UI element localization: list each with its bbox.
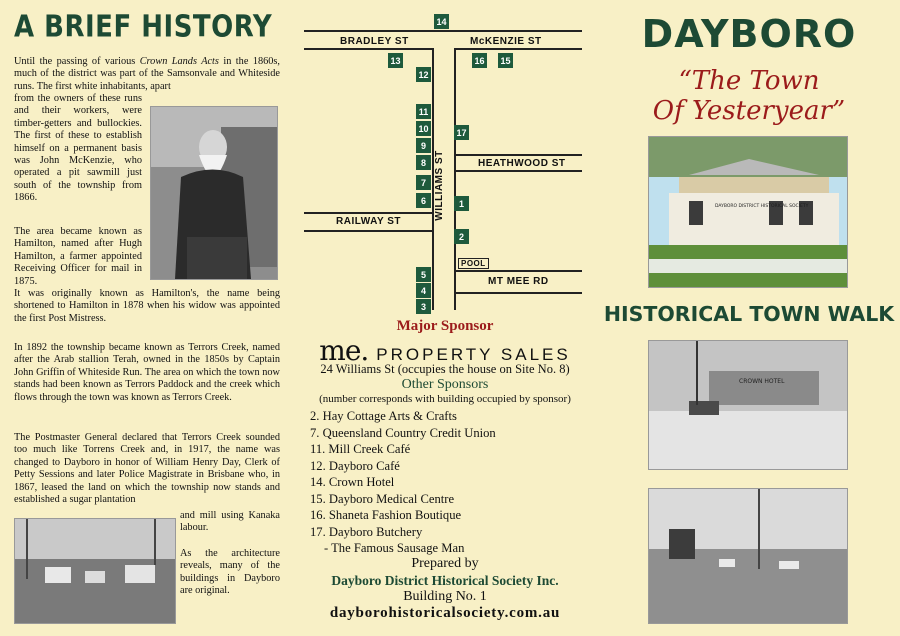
historical-town-walk: HISTORICAL TOWN WALK xyxy=(603,302,895,326)
sponsor-item: 12. Dayboro Café xyxy=(310,458,400,473)
museum-sign-text: DAYBORO DISTRICT HISTORICAL SOCIETY xyxy=(715,204,809,209)
museum-building-photo xyxy=(648,136,848,288)
site-marker-13[interactable]: 13 xyxy=(388,53,403,68)
property-sales-logo: PROPERTY SALES xyxy=(376,345,571,364)
street-mtmee: MT MEE RD xyxy=(488,276,549,287)
pool-label: POOL xyxy=(458,258,489,269)
history-paragraph-5: As the architecture reveals, many of the buildings in Dayboro are original. xyxy=(180,548,280,597)
cover-panel xyxy=(598,0,900,636)
street-heathwood: HEATHWOOD ST xyxy=(478,158,566,169)
town-map xyxy=(292,0,598,316)
major-sponsor-heading: Major Sponsor xyxy=(396,318,494,334)
site-marker-12[interactable]: 12 xyxy=(416,67,431,82)
site-marker-1[interactable]: 1 xyxy=(454,196,469,211)
history-paragraph-4: The Postmaster General declared that Terrors Creek sounded too much like Torrens Creek and, in 1917, the name was changed to Dayboro in honor of William Henry Day, Clerk of Petty Sessions and later Police Magistrate in Brisbane who, in 1867, leased the land on which the township now stands and established a sugar plantation xyxy=(14,432,280,506)
history-panel xyxy=(0,0,292,636)
crown-hotel-photo xyxy=(648,340,848,470)
street-bradley: BRADLEY ST xyxy=(340,36,409,47)
history-paragraph-2: The area became known as Hamilton, named after Hugh Hamilton, a farmer appointed Receiving Officer for mail in 1875. xyxy=(14,226,142,287)
landscape-photo xyxy=(648,488,848,624)
railway-road xyxy=(304,212,432,214)
history-paragraph-3: In 1892 the township became known as Terrors Creek, named after the Arab stallion Terah, owned in the 1850s by Captain John Griffin of Whiteside Run. The area on which the town now stands had been known as Terrors Paddock and the creek which flows through the town was known as Terrors Creek. xyxy=(14,342,280,403)
history-paragraph-1: Until the passing of various Crown Lands Acts in the 1860s, much of the district was part of the Samsonvale and Whiteside runs. The first white inhabitants, apart xyxy=(14,56,280,92)
me-logo: me. xyxy=(319,334,369,367)
hotel-sign-text: CROWN HOTEL xyxy=(739,378,785,385)
heathwood-road-lower xyxy=(454,170,582,172)
other-sponsors-heading: Other Sponsors xyxy=(401,377,489,392)
site-marker-16[interactable]: 16 xyxy=(472,53,487,68)
sponsor-item: 15. Dayboro Medical Centre xyxy=(310,491,455,506)
cover-title: DAYBORO xyxy=(641,12,857,56)
sponsor-item: 17. Dayboro Butchery xyxy=(310,524,423,539)
site-marker-14[interactable]: 14 xyxy=(434,14,449,29)
town-photo-old xyxy=(14,518,176,624)
street-mckenzie: McKENZIE ST xyxy=(470,36,542,47)
sponsor-list xyxy=(310,408,496,557)
history-title: A BRIEF HISTORY xyxy=(14,10,273,45)
sponsor-item: 16. Shaneta Fashion Boutique xyxy=(310,508,462,522)
sponsor-address: 24 Williams St (occupies the house on Site No. 8) xyxy=(320,362,570,376)
building-number: Building No. 1 xyxy=(403,589,487,604)
other-sponsors-note: (number corresponds with building occupied by sponsor) xyxy=(319,393,571,405)
prepared-by: Prepared by xyxy=(411,556,479,571)
site-marker-9[interactable]: 9 xyxy=(416,138,431,153)
portrait-photo xyxy=(150,106,278,280)
site-marker-6[interactable]: 6 xyxy=(416,193,431,208)
street-williams: WILLIAMS ST xyxy=(433,150,445,221)
site-marker-7[interactable]: 7 xyxy=(416,175,431,190)
site-marker-10[interactable]: 10 xyxy=(416,121,431,136)
history-paragraph-2b: It was originally known as Hamilton's, the name being shortened to Hamilton in 1878 when his widow was appointed the first Post Mistress. xyxy=(14,288,280,324)
mckenzie-road-lower xyxy=(454,48,582,50)
site-marker-17[interactable]: 17 xyxy=(454,125,469,140)
site-marker-15[interactable]: 15 xyxy=(498,53,513,68)
heathwood-road xyxy=(454,154,582,156)
site-marker-8[interactable]: 8 xyxy=(416,155,431,170)
website-link[interactable]: dayborohistoricalsociety.com.au xyxy=(329,605,561,621)
mtmee-road-lower xyxy=(454,292,582,294)
bradley-road xyxy=(304,30,582,32)
sponsor-sub-item: - The Famous Sausage Man xyxy=(324,541,465,555)
bradley-road-lower xyxy=(304,48,432,50)
society-name: Dayboro District Historical Society Inc. xyxy=(331,573,559,588)
sponsor-item: 2. Hay Cottage Arts & Crafts xyxy=(310,409,457,423)
history-paragraph-4b: and mill using Kanaka labour. xyxy=(180,510,280,534)
sponsor-item: 14. Crown Hotel xyxy=(310,475,395,489)
cover-subtitle-line1: “The Town xyxy=(678,66,820,96)
street-railway: RAILWAY ST xyxy=(336,216,402,227)
site-marker-4[interactable]: 4 xyxy=(416,283,431,298)
sponsor-item: 7. Queensland Country Credit Union xyxy=(310,425,496,440)
mtmee-road xyxy=(454,270,582,272)
site-marker-3[interactable]: 3 xyxy=(416,299,431,314)
history-paragraph-1b: from the owners of these runs and their workers, were timber-getters and bullockies. The first of these to establish himself on a permanent basis was John McKenzie, who operated a pit sawmill just south of the township from 1866. xyxy=(14,93,142,204)
site-marker-11[interactable]: 11 xyxy=(416,104,431,119)
site-marker-2[interactable]: 2 xyxy=(454,229,469,244)
railway-road-lower xyxy=(304,230,432,232)
site-marker-5[interactable]: 5 xyxy=(416,267,431,282)
cover-subtitle-line2: Of Yesteryear” xyxy=(652,96,846,126)
sponsor-item: 11. Mill Creek Café xyxy=(310,442,411,456)
map-panel xyxy=(292,0,598,636)
